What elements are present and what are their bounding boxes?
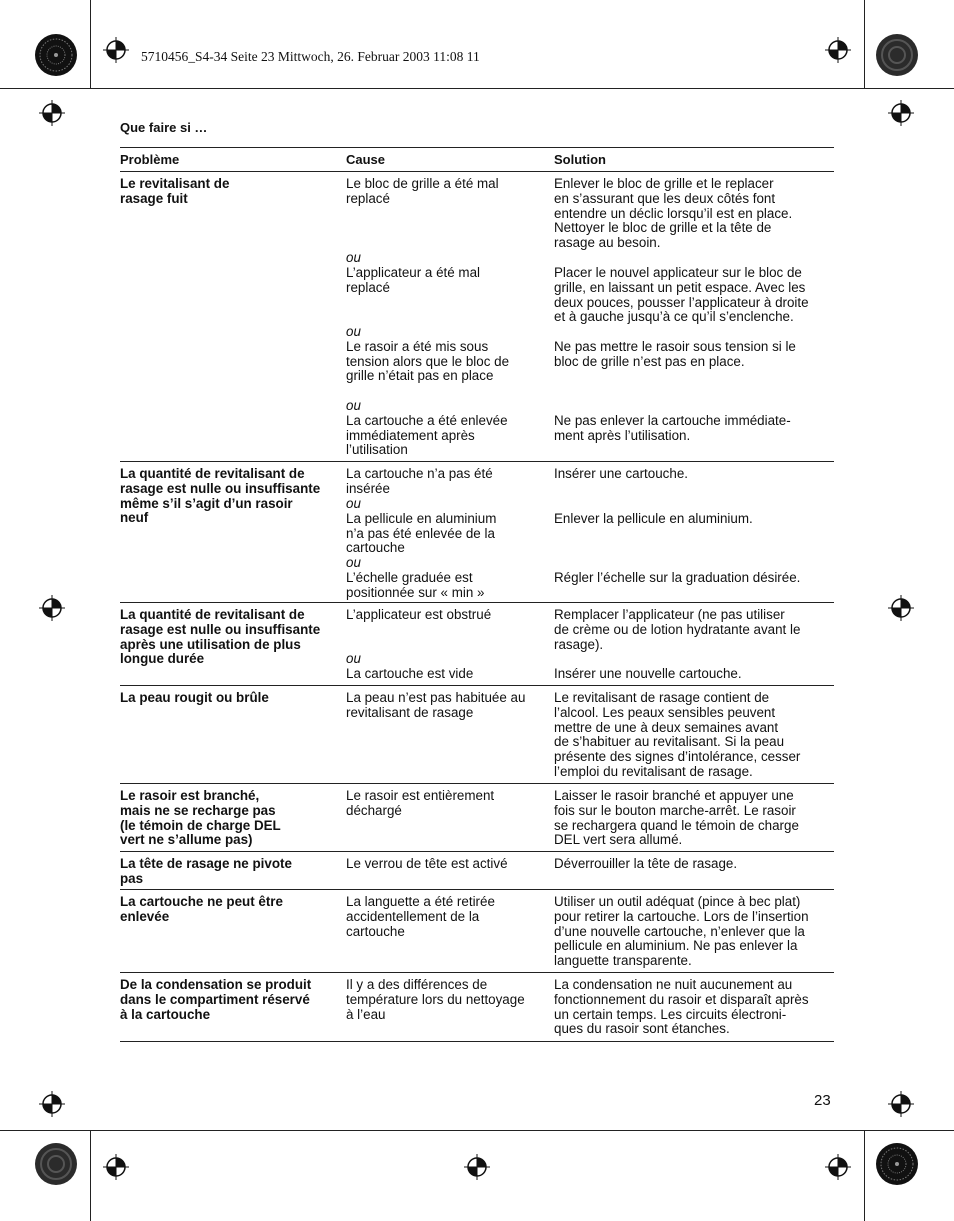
cause-cell: L’applicateur a été mal replacé bbox=[346, 264, 480, 295]
cause-solution-pair bbox=[346, 177, 834, 251]
registration-crosshair-icon bbox=[103, 37, 129, 63]
cause-solution-pair bbox=[346, 399, 834, 458]
crop-line-top-right bbox=[864, 0, 865, 88]
registration-wheel-icon bbox=[34, 33, 78, 77]
crop-line-top bbox=[0, 88, 954, 89]
header-cause: Cause bbox=[346, 152, 386, 167]
crop-line-bottom-left bbox=[90, 1131, 91, 1221]
cause-cell: L’applicateur est obstrué bbox=[346, 607, 492, 622]
table-row bbox=[120, 784, 834, 852]
cause-cell: Le bloc de grille a été mal replacé bbox=[346, 176, 499, 206]
cause-cell: La peau n’est pas habituée au revitalisant de rasage bbox=[346, 690, 526, 720]
solution-cell: Insérer une nouvelle cartouche. bbox=[554, 666, 742, 681]
cause-cell: L’échelle graduée est positionnée sur « min » bbox=[346, 569, 485, 600]
cause-solution-pair bbox=[346, 608, 834, 652]
cause-cell: La cartouche a été enlevée immédiatement après l’utilisation bbox=[346, 412, 508, 458]
solution-cell: Enlever la pellicule en aluminium. bbox=[554, 511, 753, 526]
solution-cell: Ne pas mettre le rasoir sous tension si le bloc de grille n’est pas en place. bbox=[554, 339, 796, 369]
registration-wheel-icon bbox=[34, 1142, 78, 1186]
problem-cell: Le revitalisant de rasage fuit bbox=[120, 176, 230, 206]
cause-cell: Le verrou de tête est activé bbox=[346, 856, 508, 871]
cause-solution-pair bbox=[346, 895, 834, 972]
registration-crosshair-icon bbox=[825, 1154, 851, 1180]
cause-solution-pair bbox=[346, 691, 834, 783]
crop-line-top-left bbox=[90, 0, 91, 88]
header-problem: Problème bbox=[120, 152, 180, 167]
cause-solution-pair bbox=[346, 556, 834, 600]
registration-wheel-icon bbox=[875, 33, 919, 77]
registration-crosshair-icon bbox=[464, 1154, 490, 1180]
cause-cell: Il y a des différences de température lors du nettoyage à l’eau bbox=[346, 977, 525, 1022]
header-solution: Solution bbox=[554, 152, 606, 167]
cause-solution-group bbox=[346, 467, 834, 602]
troubleshooting-table bbox=[120, 147, 834, 1042]
table-row bbox=[120, 172, 834, 462]
crop-line-bottom bbox=[0, 1130, 954, 1131]
table-row bbox=[120, 462, 834, 603]
problem-cell: La tête de rasage ne pivote pas bbox=[120, 856, 292, 886]
cause-cell: La pellicule en aluminium n’a pas été enlevée de la cartouche bbox=[346, 510, 497, 556]
table-row bbox=[120, 890, 834, 973]
registration-crosshair-icon bbox=[825, 37, 851, 63]
problem-cell: La quantité de revitalisant de rasage est nulle ou insuffisante après une utilisation de plus longue durée bbox=[120, 607, 321, 667]
registration-crosshair-icon bbox=[888, 595, 914, 621]
cause-cell: La languette a été retirée accidentellement de la cartouche bbox=[346, 894, 495, 939]
cause-solution-group bbox=[346, 177, 834, 461]
solution-cell: Le revitalisant de rasage contient de l’alcool. Les peaux sensibles peuvent mettre de une à deux semaines avant de s’habituer au revitalisant. Si la peau présente des signes d’intolérance, cesser l’emploi du revitalisant de rasage. bbox=[554, 690, 801, 779]
crop-line-bottom-right bbox=[864, 1131, 865, 1221]
table-row bbox=[120, 852, 834, 890]
registration-crosshair-icon bbox=[888, 100, 914, 126]
or-label: ou bbox=[346, 324, 361, 339]
cause-solution-pair bbox=[346, 467, 834, 497]
problem-cell: Le rasoir est branché, mais ne se recharge pas (le témoin de charge DEL vert ne s’allume pas) bbox=[120, 788, 281, 848]
cause-solution-pair bbox=[346, 652, 834, 682]
table-header bbox=[120, 147, 834, 172]
problem-cell: La quantité de revitalisant de rasage est nulle ou insuffisante même s’il s’agit d’un rasoir neuf bbox=[120, 466, 321, 526]
cause-cell: Le rasoir a été mis sous tension alors que le bloc de grille n’était pas en place bbox=[346, 338, 510, 384]
solution-cell: La condensation ne nuit aucunement au fonctionnement du rasoir et disparaît après un certain temps. Les circuits électroni- ques du rasoir sont étanches. bbox=[554, 977, 809, 1037]
or-label: ou bbox=[346, 651, 361, 666]
table-row bbox=[120, 603, 834, 686]
solution-cell: Enlever le bloc de grille et le replacer en s’assurant que les deux côtés font entendre un déclic lorsqu’il est en place. Nettoyer le bloc de grille et la tête de rasage au besoin. bbox=[554, 176, 793, 251]
solution-cell: Remplacer l’applicateur (ne pas utiliser de crème ou de lotion hydratante avant le rasage). bbox=[554, 607, 801, 652]
registration-crosshair-icon bbox=[888, 1091, 914, 1117]
table-row bbox=[120, 973, 834, 1042]
cause-solution-group bbox=[346, 608, 834, 685]
or-label: ou bbox=[346, 398, 361, 413]
cause-cell: Le rasoir est entièrement déchargé bbox=[346, 788, 495, 818]
or-label: ou bbox=[346, 555, 361, 570]
registration-crosshair-icon bbox=[39, 595, 65, 621]
cause-cell: La cartouche n’a pas été insérée bbox=[346, 466, 493, 496]
solution-cell: Placer le nouvel applicateur sur le bloc de grille, en laissant un petit espace. Avec les deux pouces, pousser l’applicateur à droite et à gauche jusqu’à ce qu’il s’enclenche. bbox=[554, 265, 809, 325]
cause-solution-pair bbox=[346, 857, 834, 889]
solution-cell: Déverrouiller la tête de rasage. bbox=[554, 856, 738, 871]
print-header: 5710456_S4-34 Seite 23 Mittwoch, 26. Februar 2003 11:08 11 bbox=[141, 49, 480, 64]
solution-cell: Laisser le rasoir branché et appuyer une fois sur le bouton marche-arrêt. Le rasoir se rechargera quand le témoin de charge DEL vert sera allumé. bbox=[554, 788, 799, 848]
registration-crosshair-icon bbox=[39, 100, 65, 126]
registration-crosshair-icon bbox=[103, 1154, 129, 1180]
problem-cell: De la condensation se produit dans le compartiment réservé à la cartouche bbox=[120, 977, 312, 1022]
problem-cell: La peau rougit ou brûle bbox=[120, 690, 269, 705]
page-number: 23 bbox=[814, 1092, 831, 1109]
table-row bbox=[120, 686, 834, 784]
solution-cell: Utiliser un outil adéquat (pince à bec plat) pour retirer la cartouche. Lors de l’insertion d’une nouvelle cartouche, n’enlever que la pellicule en aluminium. Ne pas enlever la languette transparente. bbox=[554, 894, 809, 969]
registration-wheel-icon bbox=[875, 1142, 919, 1186]
problem-cell: La cartouche ne peut être enlevée bbox=[120, 894, 283, 924]
section-title: Que faire si … bbox=[120, 120, 208, 135]
solution-cell: Régler l’échelle sur la graduation désirée. bbox=[554, 570, 801, 585]
cause-solution-pair bbox=[346, 497, 834, 556]
solution-cell: Ne pas enlever la cartouche immédiate- ment après l’utilisation. bbox=[554, 412, 791, 443]
cause-solution-pair bbox=[346, 325, 834, 399]
or-label: ou bbox=[346, 496, 361, 511]
solution-cell: Insérer une cartouche. bbox=[554, 466, 688, 481]
or-label: ou bbox=[346, 250, 361, 265]
cause-cell: La cartouche est vide bbox=[346, 665, 474, 681]
registration-crosshair-icon bbox=[39, 1091, 65, 1117]
cause-solution-pair bbox=[346, 978, 834, 1041]
cause-solution-pair bbox=[346, 251, 834, 325]
cause-solution-pair bbox=[346, 789, 834, 851]
